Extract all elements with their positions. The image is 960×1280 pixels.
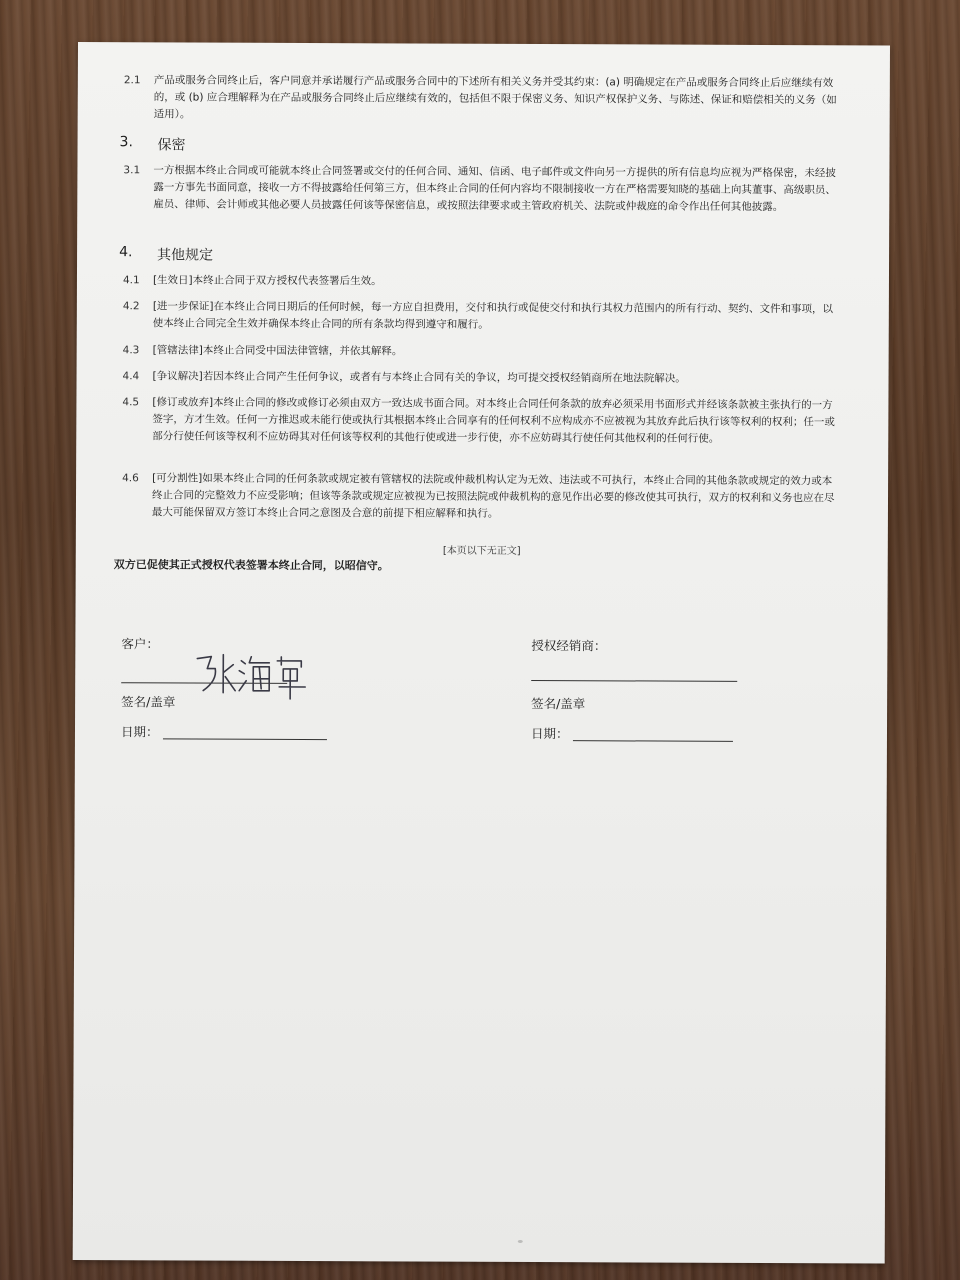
heading-text: 其他规定 (157, 247, 214, 264)
witness-clause: 双方已促使其正式授权代表签署本终止合同，以昭信守。 (113, 558, 389, 573)
dealer-label: 授权经销商： (531, 637, 607, 654)
clause-4-6 (122, 470, 842, 524)
dealer-date-label: 日期： (530, 725, 569, 742)
clause-number: 2.1 (123, 74, 141, 87)
clause-4-3 (123, 342, 843, 362)
dealer-signature-line[interactable] (531, 680, 737, 682)
clause-number: 4.4 (122, 370, 140, 383)
clause-text: [生效日]本终止合同于双方授权代表签署后生效。 (152, 274, 382, 288)
customer-date-label: 日期： (120, 724, 159, 740)
clause-2-1 (124, 72, 844, 126)
clause-text: [可分割性]如果本终止合同的任何条款或规定被有管辖权的法院或仲裁机构认定为无效、违法或不可执行，本终止合同的其他条款或规定的效力或本终止合同的完整效力不应受影响；但该等条款或规定应被视为已按照法院或仲裁机构的意见作出必要的修改使其可执行，双方的权利和义务也应在尽最大可能保留双方签订本终止合同之意图及合意的前提下相应解释和执行。 (151, 472, 835, 520)
document-page (73, 42, 890, 1264)
clause-number: 3.1 (123, 164, 141, 177)
clause-text: 一方根据本终止合同或可能就本终止合同签署或交付的任何合同、通知、信函、电子邮件或文件向另一方提供的所有信息均应视为严格保密，未经披露一方事先书面同意，接收一方不得披露给任何第三方，但本终止合同的任何内容均不限制接收一方在严格需要知晓的基础上向其董事、高级职员、雇员、律师、会计师或其他必要人员披露任何该等保密信息，或按照法律要求或主管政府机关、法院或仲裁庭的命令作出任何其他披露。 (153, 164, 836, 214)
clause-4-5 (122, 394, 842, 448)
clause-number: 4.1 (122, 274, 140, 287)
clause-number: 4.5 (122, 396, 140, 409)
dealer-date-line[interactable] (573, 740, 733, 742)
customer-label: 客户： (121, 636, 159, 652)
clause-4-2 (123, 298, 843, 335)
clause-text: [进一步保证]在本终止合同日期后的任何时候，每一方应自担费用，交付和执行或促使交付和执行其权力范围内的所有行动、契约、文件和事项，以使本终止合同完全生效并确保本终止合同的所有条款均得到遵守和履行。 (152, 300, 834, 331)
section-heading-4 (119, 244, 213, 264)
customer-date-line[interactable] (163, 738, 327, 740)
clause-number: 4.6 (122, 472, 139, 485)
clause-4-1 (123, 272, 843, 292)
dealer-sign-label: 签名/盖章 (531, 695, 586, 712)
heading-text: 保密 (157, 137, 186, 154)
clause-text: [管辖法律]本终止合同受中国法律管辖，并依其解释。 (152, 344, 403, 358)
clause-text: [修订或放弃]本终止合同的修改或修订必须由双方一致达成书面合同。对本终止合同任何条款的放弃必须采用书面形式并经该条款被主张执行的一方签字，方才生效。任何一方推迟或未能行使或执行其根据本终止合同享有的任何权利不应构成亦不应被视为其放弃此后执行该等权利的权利；任一或部分行使任何该等权利不应妨碍其对任何该等权利的其他行使或进一步行使，亦不应妨碍其行使任何其他权利的任何行使。 (152, 396, 835, 445)
clause-3-1 (123, 162, 843, 216)
clause-text: 产品或服务合同终止后，客户同意并承诺履行产品或服务合同中的下述所有相关义务并受其约束：(a) 明确规定在产品或服务合同终止后应继续有效的，或 (b) 应合理解释为在产品或服务合同终止后应继续有效的，包括但不限于保密义务、知识产权保护义务、与陈述、保证和赔偿相关的义务（如适用）。 (153, 74, 837, 121)
end-of-text-note: [本页以下无正文] (442, 545, 521, 557)
clause-number: 4.2 (122, 300, 140, 313)
clause-text: [争议解决]若因本终止合同产生任何争议，或者有与本终止合同有关的争议，均可提交授权经销商所在地法院解决。 (152, 370, 686, 385)
clause-4-4 (123, 368, 843, 388)
clause-number: 4.3 (122, 344, 140, 357)
customer-handwritten-signature (193, 651, 333, 702)
heading-number: 4. (119, 244, 133, 261)
paper-mark (518, 1240, 523, 1243)
customer-sign-label: 签名/盖章 (121, 694, 176, 710)
section-heading-3 (120, 134, 186, 154)
heading-number: 3. (119, 134, 133, 151)
